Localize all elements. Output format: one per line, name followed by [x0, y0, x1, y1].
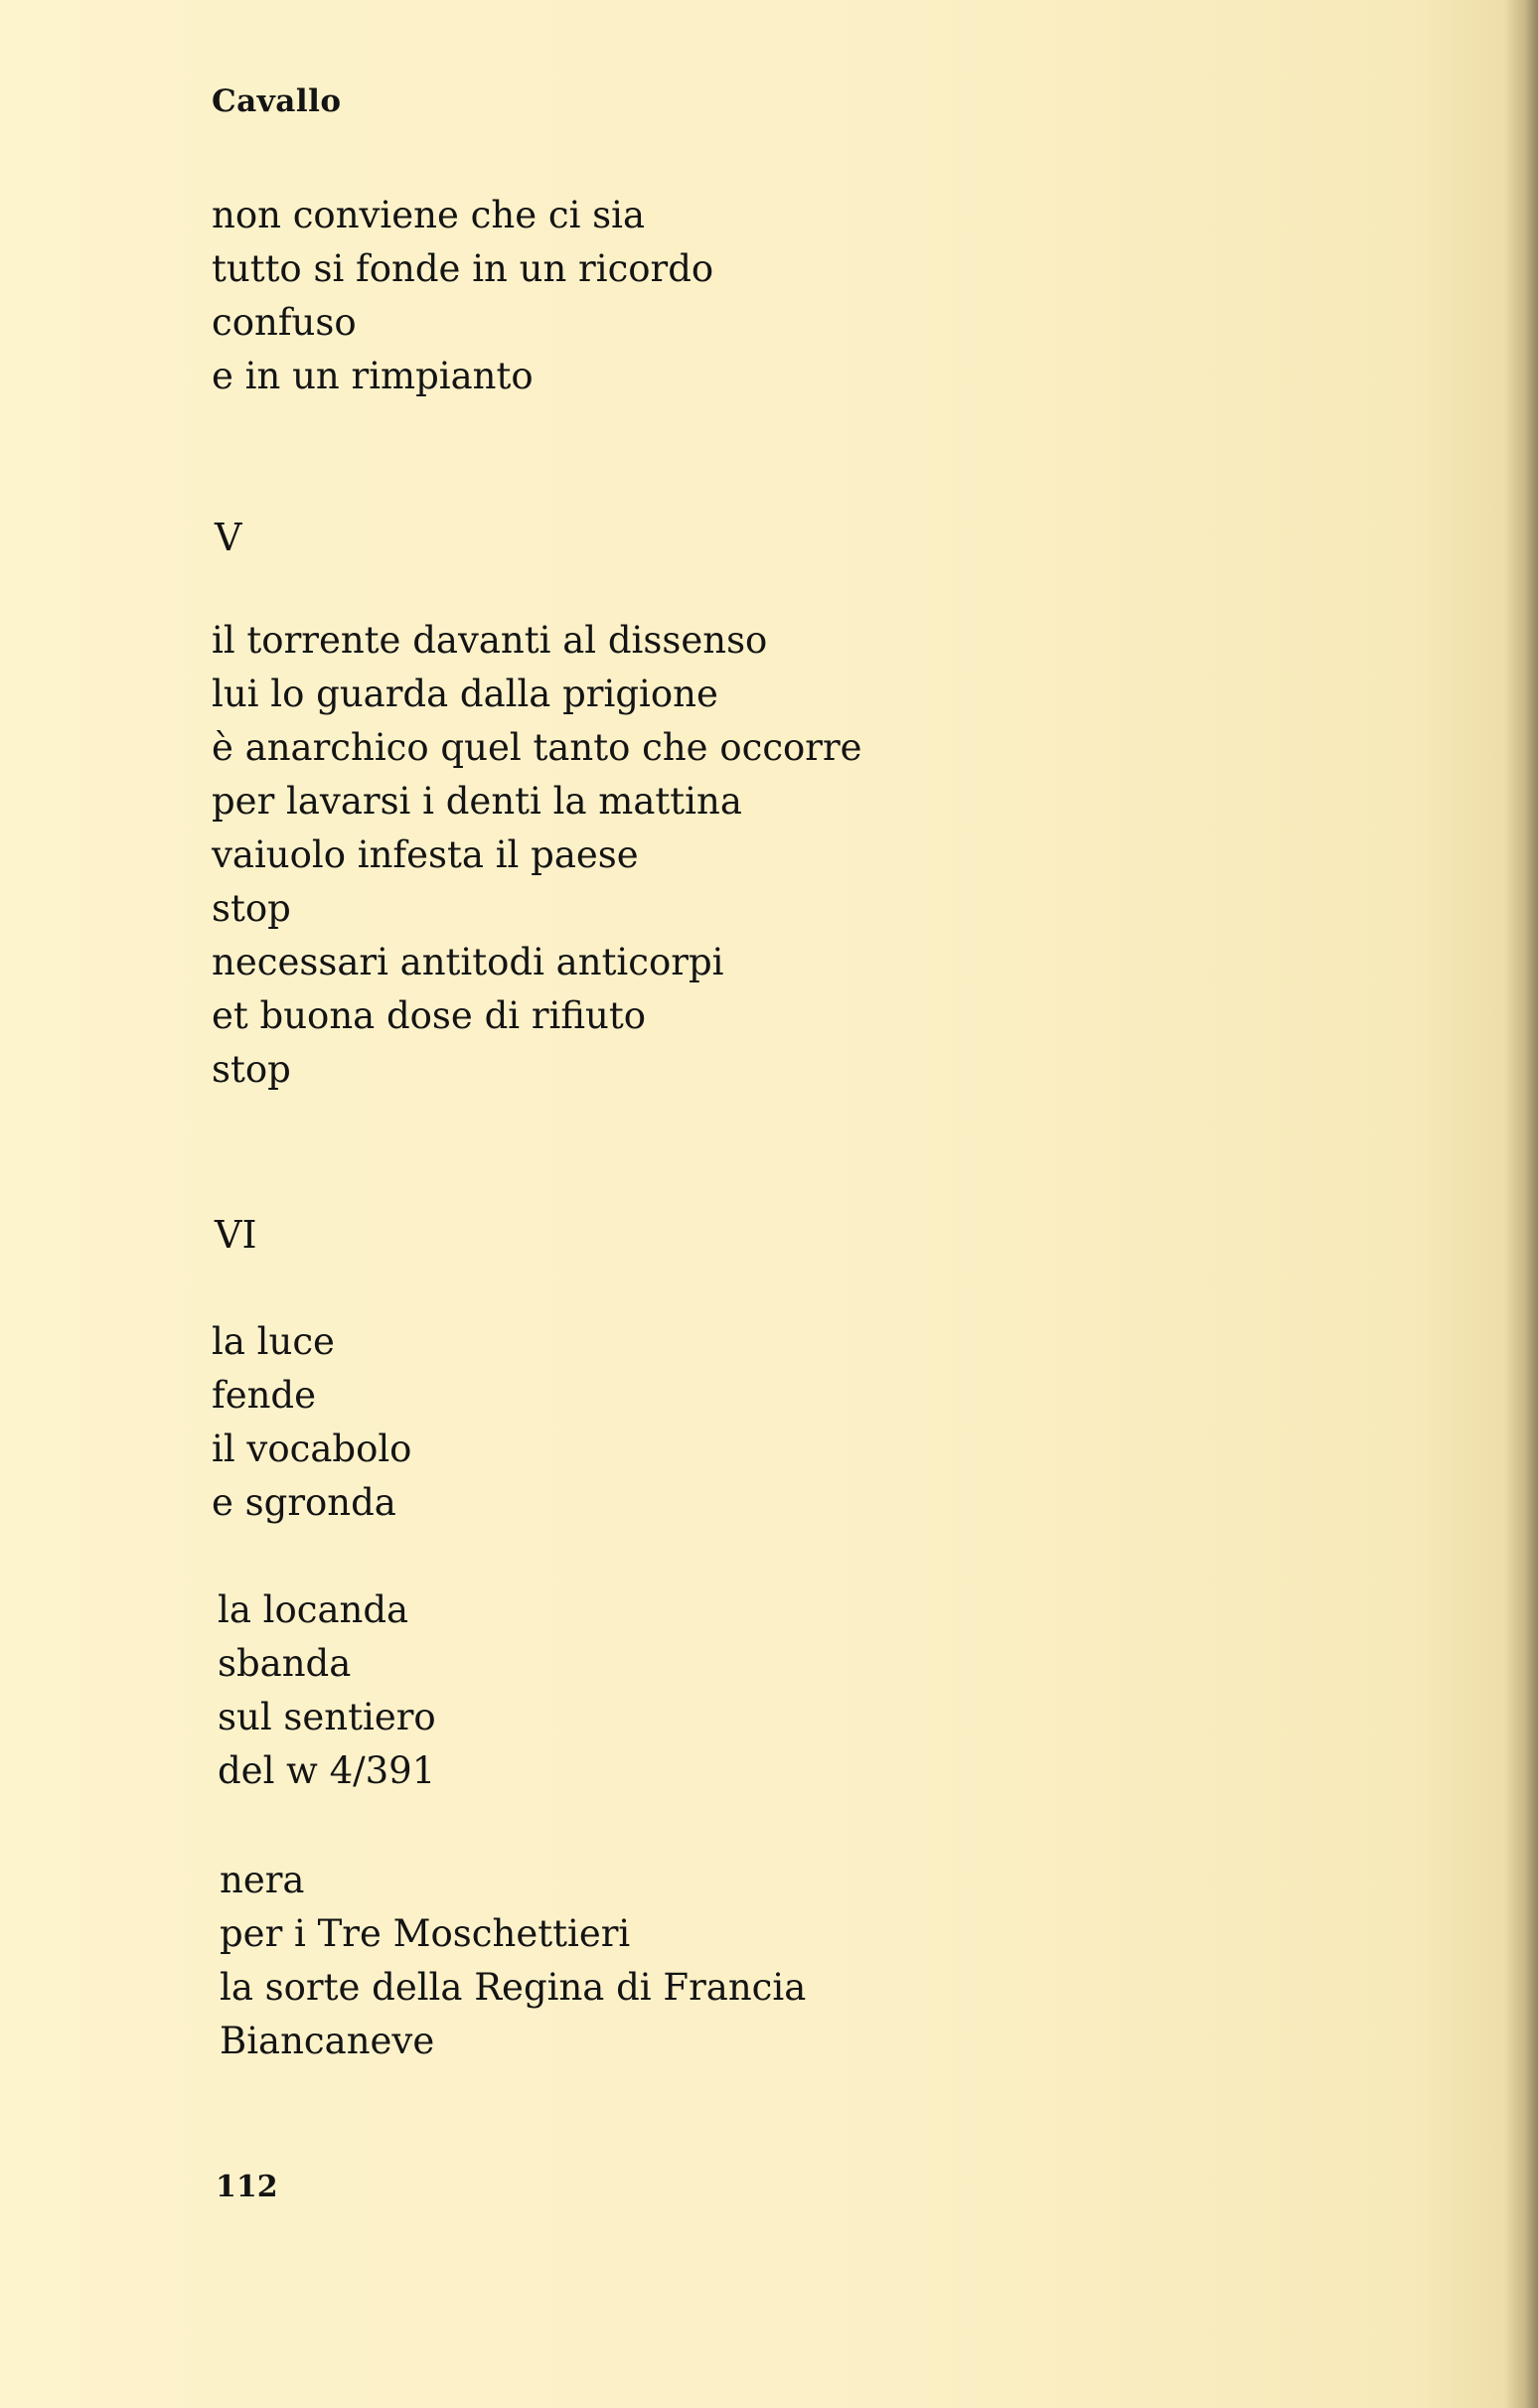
verse-line: nera [220, 1859, 305, 1901]
verse-line: non conviene che ci sia [212, 194, 646, 236]
verse-line: sul sentiero [218, 1696, 436, 1738]
verse-line: la locanda [218, 1588, 409, 1631]
verse-line: la sorte della Regina di Francia [220, 1966, 807, 2009]
verse-line: lui lo guarda dalla prigione [212, 673, 718, 715]
running-head: Cavallo [212, 83, 342, 119]
section-v-stanza [212, 614, 862, 1097]
opening-stanza [212, 189, 713, 403]
verse-line: la luce [212, 1320, 335, 1363]
section-vi-stanza-2 [218, 1583, 436, 1798]
section-vi-stanza-3 [220, 1854, 806, 2068]
verse-line: necessari antitodi anticorpi [212, 941, 724, 983]
verse-line: del w 4/391 [218, 1749, 436, 1792]
verse-line: confuso [212, 301, 357, 344]
verse-line: il torrente davanti al dissenso [212, 619, 768, 662]
verse-line: tutto si fonde in un ricordo [212, 247, 714, 290]
verse-line: Biancaneve [220, 2020, 435, 2062]
verse-line: vaiuolo infesta il paese [212, 833, 639, 876]
section-heading-v: V [215, 516, 242, 559]
section-heading-vi: VI [215, 1213, 257, 1257]
verse-line: per i Tre Moschettieri [220, 1912, 631, 1955]
verse-line: stop [212, 887, 291, 930]
verse-line: fende [212, 1374, 317, 1417]
verse-line: e sgronda [212, 1481, 396, 1524]
verse-line: e in un rimpianto [212, 355, 534, 397]
verse-line: sbanda [218, 1642, 352, 1685]
section-vi-stanza-1 [212, 1315, 411, 1530]
verse-line: è anarchico quel tanto che occorre [212, 726, 862, 769]
verse-line: per lavarsi i denti la mattina [212, 780, 742, 823]
verse-line: stop [212, 1048, 291, 1091]
verse-line: il vocabolo [212, 1428, 412, 1470]
verse-line: et buona dose di rifiuto [212, 994, 647, 1037]
page-number: 112 [216, 2170, 278, 2204]
